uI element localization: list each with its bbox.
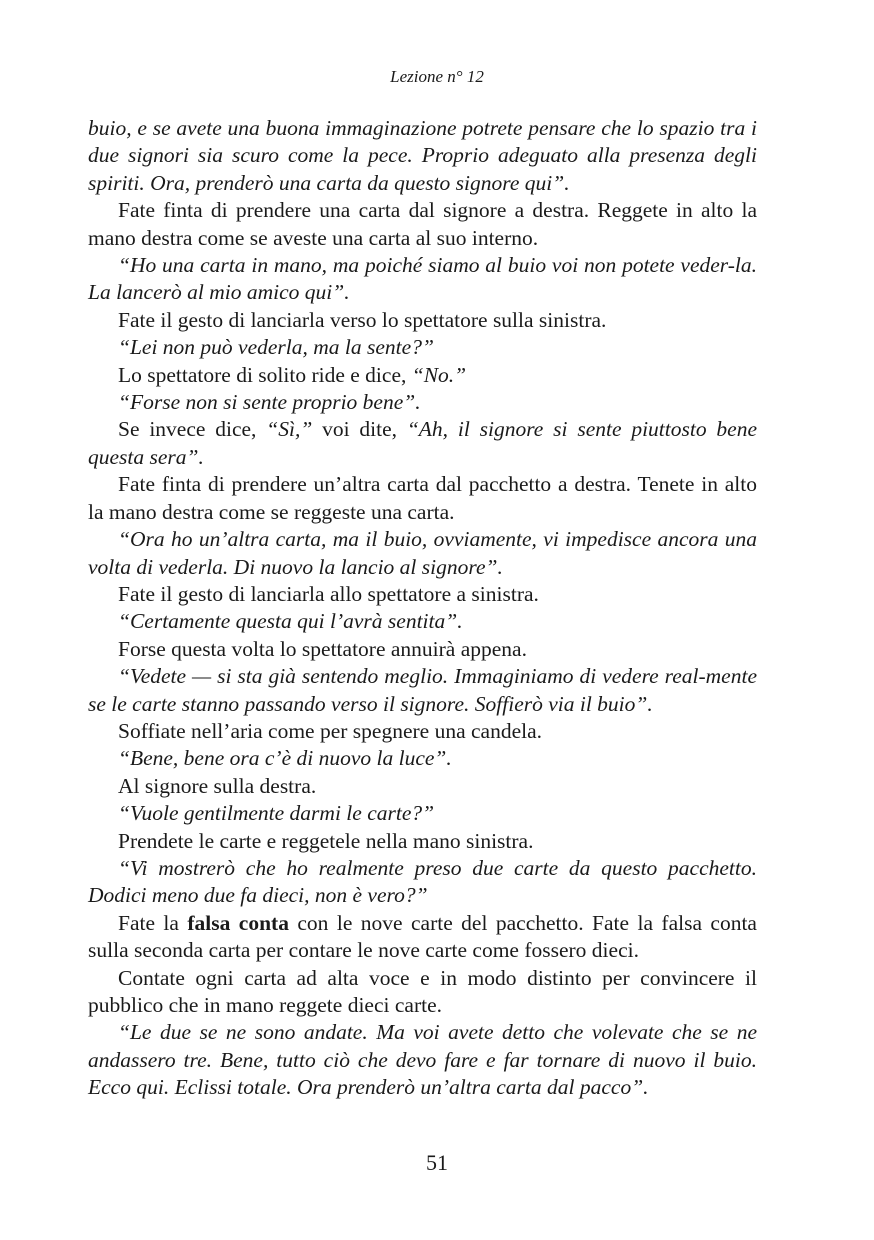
- paragraph-instruction: Fate finta di prendere una carta dal signore a destra. Reggete in alto la mano destra come se aveste una carta al suo interno.: [88, 198, 757, 250]
- paragraph-dialogue: “Ho una carta in mano, ma poiché siamo al buio voi non potete veder-la. La lancerò al mio amico qui”.: [88, 253, 757, 305]
- running-head: Lezione n° 12: [390, 67, 484, 86]
- bold-term: falsa conta: [187, 910, 289, 935]
- paragraph-instruction: Contate ogni carta ad alta voce e in modo distinto per convincere il pubblico che in mano reggete dieci carte.: [88, 965, 757, 1017]
- paragraph-instruction: Soffiate nell’aria come per spegnere una candela.: [118, 718, 543, 743]
- paragraph-dialogue: “Vuole gentilmente darmi le carte?”: [118, 801, 435, 826]
- paragraph-instruction: Fate il gesto di lanciarla allo spettatore a sinistra.: [118, 581, 539, 606]
- paragraph-dialogue: “Vi mostrerò che ho realmente preso due carte da questo pacchetto. Dodici meno due fa dieci, non è vero?”: [88, 855, 757, 908]
- paragraph-instruction: Al signore sulla destra.: [118, 773, 317, 798]
- paragraph-dialogue: “Bene, bene ora c’è di nuovo la luce”.: [118, 746, 452, 771]
- paragraph-dialogue: “Certamente questa qui l’avrà sentita”.: [118, 609, 463, 634]
- paragraph-instruction: Prendete le carte e reggetele nella mano sinistra.: [118, 828, 534, 853]
- page-number: 51: [426, 1150, 448, 1175]
- paragraph-dialogue: “Forse non si sente proprio bene”.: [118, 390, 421, 415]
- body-text: [88, 115, 757, 1102]
- paragraph-dialogue: “Ora ho un’altra carta, ma il buio, ovviamente, vi impedisce ancora una volta di vederla. Di nuovo la lancio al signore”.: [88, 527, 757, 579]
- text-run-italic: “No.”: [411, 362, 467, 387]
- paragraph-instruction: [88, 416, 757, 471]
- paragraph-dialogue: “Le due se ne sono andate. Ma voi avete detto che volevate che se ne andassero tre. Bene, tutto ciò che devo fare e far tornare di nuovo il buio. Ecco qui. Eclissi totale. Ora prenderò un’altra carta dal pacco”.: [88, 1020, 757, 1100]
- text-run: Fate la: [118, 910, 188, 935]
- paragraph-instruction: Fate il gesto di lanciarla verso lo spettatore sulla sinistra.: [118, 307, 607, 332]
- paragraph-instruction: [88, 910, 757, 965]
- text-run: Se invece dice,: [118, 417, 267, 442]
- text-run: Lo spettatore di solito ride e dice,: [118, 362, 412, 387]
- paragraph-instruction: Forse questa volta lo spettatore annuirà appena.: [118, 636, 527, 661]
- paragraph-dialogue: “Lei non può vederla, ma la sente?”: [118, 335, 434, 360]
- text-run: con le nove carte del pacchetto. Fate la falsa conta sulla seconda carta per contare le nove carte come fossero dieci.: [88, 910, 757, 963]
- text-run-italic: “Ah, il signore si sente piuttosto bene questa sera”.: [88, 417, 757, 469]
- paragraph-dialogue: “Vedete — si sta già sentendo meglio. Immaginiamo di vedere real-mente se le carte stanno passando verso il signore. Soffierò via il buio”.: [88, 664, 757, 716]
- paragraph-instruction: [88, 362, 757, 389]
- text-run-italic: “Sì,”: [266, 417, 313, 442]
- paragraph-dialogue: buio, e se avete una buona immaginazione potrete pensare che lo spazio tra i due signori sia scuro come la pece. Proprio adeguato alla presenza degli spiriti. Ora, prenderò una carta da questo signore qui”.: [88, 116, 757, 195]
- text-run: voi dite,: [312, 417, 407, 442]
- paragraph-instruction: Fate finta di prendere un’altra carta dal pacchetto a destra. Tenete in alto la mano destra come se reggeste una carta.: [88, 472, 757, 524]
